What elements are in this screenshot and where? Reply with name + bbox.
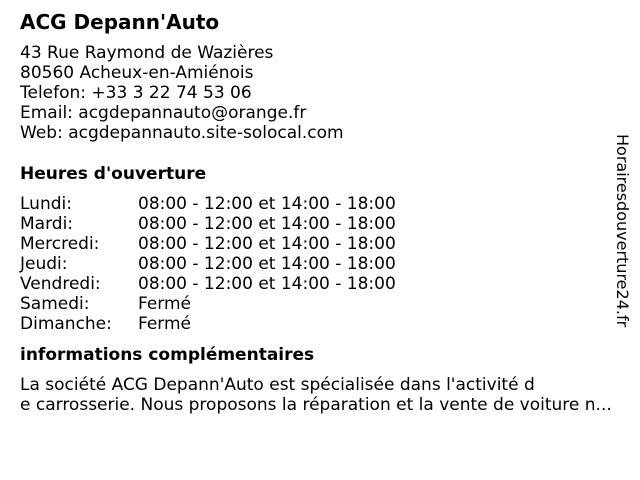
hours-row-thursday (20, 254, 620, 274)
day-label: Jeudi: (20, 254, 68, 274)
address-street: 43 Rue Raymond de Wazières (20, 43, 274, 63)
day-hours: 08:00 - 12:00 et 14:00 - 18:00 (138, 254, 396, 274)
day-label: Lundi: (20, 194, 72, 214)
hours-row-friday (20, 274, 620, 294)
hours-row-wednesday (20, 234, 620, 254)
day-hours: 08:00 - 12:00 et 14:00 - 18:00 (138, 234, 396, 254)
description-line-1: La société ACG Depann'Auto est spécialisée dans l'activité d (20, 375, 535, 395)
watermark-text: Horairesdouverture24.fr (613, 134, 632, 328)
email-address: Email: acgdepannauto@orange.fr (20, 103, 307, 123)
day-hours: Fermé (138, 294, 192, 314)
hours-row-sunday (20, 314, 620, 334)
day-hours: 08:00 - 12:00 et 14:00 - 18:00 (138, 274, 396, 294)
phone-number: Telefon: +33 3 22 74 53 06 (20, 83, 252, 103)
hours-row-saturday (20, 294, 620, 314)
hours-row-monday (20, 194, 620, 214)
description-line-2: e carrosserie. Nous proposons la réparation et la vente de voiture n... (20, 395, 612, 415)
day-hours: 08:00 - 12:00 et 14:00 - 18:00 (138, 214, 396, 234)
business-name: ACG Depann'Auto (20, 10, 220, 34)
day-hours: Fermé (138, 314, 192, 334)
day-label: Mardi: (20, 214, 74, 234)
additional-info-heading: informations complémentaires (20, 345, 315, 365)
day-hours: 08:00 - 12:00 et 14:00 - 18:00 (138, 194, 396, 214)
hours-row-tuesday (20, 214, 620, 234)
website-address: Web: acgdepannauto.site-solocal.com (20, 123, 344, 143)
day-label: Samedi: (20, 294, 90, 314)
opening-hours-table (20, 194, 620, 334)
address-city: 80560 Acheux-en-Amiénois (20, 63, 254, 83)
business-card (20, 10, 620, 415)
day-label: Dimanche: (20, 314, 112, 334)
day-label: Mercredi: (20, 234, 100, 254)
day-label: Vendredi: (20, 274, 101, 294)
opening-hours-heading: Heures d'ouverture (20, 164, 207, 184)
